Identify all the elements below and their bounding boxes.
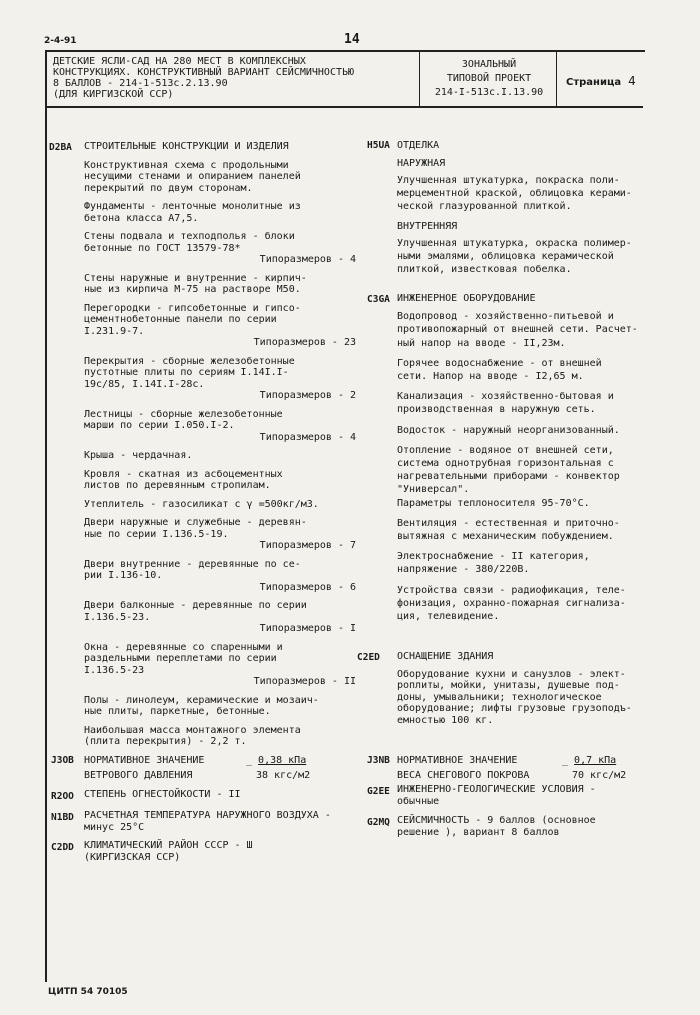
subheading-inner: ВНУТРЕННЯЯ xyxy=(397,221,458,232)
engineering-item: Водосток - наружный неорганизованный. xyxy=(397,424,620,436)
section-code: D2BA xyxy=(49,142,72,153)
engineering-item: Канализация - хозяйственно-бытовая и производственная в наружную сеть. xyxy=(397,391,614,416)
page-number: 14 xyxy=(344,32,360,47)
engineering-item: Отопление - водяное от внешней сети, система однотрубная горизонтальная с нагревательными приборами - конвектор "Универсал". Параметры теплоносителя 95-70°С. xyxy=(397,444,620,509)
engineering-item: Устройства связи - радиофикация, теле- фонизация, охранно-пожарная сигнализа- ция, телевидение. xyxy=(397,584,626,623)
type-count: Типоразмеров - 4 xyxy=(259,431,356,443)
row-code: J3OB xyxy=(51,755,74,766)
section-heading: ОСНАЩЕНИЕ ЗДАНИЯ xyxy=(397,651,494,662)
spec-item: Фундаменты - ленточные монолитные из бетона класса А7,5. xyxy=(84,201,301,224)
engineering-item: Вентиляция - естественная и приточно- вытяжная с механическим побуждением. xyxy=(397,517,620,543)
type-count: Типоразмеров - 6 xyxy=(259,581,356,593)
geology: ИНЖЕНЕРНО-ГЕОЛОГИЧЕСКИЕ УСЛОВИЯ - обычные xyxy=(397,784,596,807)
section-code: H5UA xyxy=(367,140,390,151)
spec-item: Двери балконные - деревянные по серии I.136.5-23. Типоразмеров - I xyxy=(84,600,364,635)
section-heading: ИНЖЕНЕРНОЕ ОБОРУДОВАНИЕ xyxy=(397,293,536,304)
spec-item: Утеплитель - газосиликат с γ =500кг/м3. xyxy=(84,498,319,510)
spec-item: Наибольшая масса монтажного элемента (плита перекрытия) - 2,2 т. xyxy=(84,724,301,747)
type-count: Типоразмеров - 2 xyxy=(259,390,356,401)
spec-item: Перекрытия - сборные железобетонные пустотные плиты по сериям I.14I.I- 19с/85, I.14I.I-28с. Типоразмеров - 2 xyxy=(84,356,364,402)
type-count: Типоразмеров - I xyxy=(259,623,356,634)
outdoor-temperature: РАСЧЕТНАЯ ТЕМПЕРАТУРА НАРУЖНОГО ВОЗДУХА - минус 25°С xyxy=(84,810,331,833)
finish-outer-text: Улучшенная штукатурка, покраска поли- мерцементной краской, облицовка керами- ческой глазурованной плиткой. xyxy=(397,175,632,212)
row-code: C2DD xyxy=(51,842,74,853)
engineering-item: Электроснабжение - II категория, напряжение - 380/220В. xyxy=(397,551,590,576)
footer-code: ЦИТП 54 70105 xyxy=(48,987,128,997)
spec-item: Двери внутренние - деревянные по се- рии I.136-10. Типоразмеров - 6 xyxy=(84,559,364,594)
type-count: Типоразмеров - 7 xyxy=(259,540,356,551)
finish-section xyxy=(397,139,647,283)
spec-item: Крыша - чердачная. xyxy=(84,450,193,461)
engineering-item: Водопровод - хозяйственно-питьевой и противопожарный от внешней сети. Расчет- ный напор на вводе - II,23м. xyxy=(397,311,638,349)
row-code: N1BD xyxy=(51,812,74,823)
type-count: Типоразмеров - 4 xyxy=(259,254,356,265)
finish-inner-text: Улучшенная штукатурка, окраска полимер- ными эмалями, облицовка керамической плиткой, известковая побелка. xyxy=(397,238,632,275)
section-heading: ОТДЕЛКА xyxy=(397,140,440,151)
stamp-project: ЗОНАЛЬНЫЙ ТИПОВОЙ ПРОЕКТ 214-I-513с.I.13.90 xyxy=(434,59,544,98)
type-count: Типоразмеров - 23 xyxy=(253,337,356,348)
spec-item: Стены наружные и внутренние - кирпич- ные из кирпича М-75 на растворе М50. xyxy=(84,272,307,295)
engineering-section xyxy=(397,292,647,630)
wind-pressure: НОРМАТИВНОЕ ЗНАЧЕНИЕ _ 0,38 кПа ВЕТРОВОГО ДАВЛЕНИЯ 38 кгс/м2 xyxy=(84,755,311,781)
title-stamp xyxy=(45,50,643,108)
section-code: C3GA xyxy=(367,294,390,305)
type-count: Типоразмеров - II xyxy=(253,676,356,687)
stamp-title: ДЕТСКИЕ ЯСЛИ-САД НА 280 МЕСТ В КОМПЛЕКСНЫХ КОНСТРУКЦИЯХ. КОНСТРУКТИВНЫЙ ВАРИАНТ СЕЙСМИЧНОСТЬЮ 8 БАЛЛОВ - 214-1-513с.2.13.90 (ДЛЯ КИРГИЗСКОЙ ССР) xyxy=(53,56,355,100)
spec-item: Окна - деревянные со спаренными и раздельными переплетами по серии I.136.5-23 Типоразмеров - II xyxy=(84,642,364,688)
subheading-outer: НАРУЖНАЯ xyxy=(397,158,446,169)
spec-item: Перегородки - гипсобетонные и гипсо- цементнобетонные панели по серии I.231.9-7. Типоразмеров - 23 xyxy=(84,303,364,349)
section-heading: СТРОИТЕЛЬНЫЕ КОНСТРУКЦИИ И ИЗДЕЛИЯ xyxy=(84,141,289,152)
spec-item: Лестницы - сборные железобетонные марши по серии I.050.I-2. Типоразмеров - 4 xyxy=(84,409,364,444)
climate-region: КЛИМАТИЧЕСКИЙ РАЙОН СССР - Ш (КИРГИЗСКАЯ ССР) xyxy=(84,840,253,863)
spec-item: Конструктивная схема с продольными несущими стенами и опиранием панелей перекрытий по двум сторонам. xyxy=(84,159,301,194)
doc-code: 2-4-91 xyxy=(44,36,77,46)
structures-section xyxy=(84,141,364,755)
row-code: G2EE xyxy=(367,786,390,797)
row-code: G2MQ xyxy=(367,817,390,828)
spec-item: Полы - линолеум, керамические и мозаич- ные плиты, паркетные, бетонные. xyxy=(84,694,319,717)
row-code: R2OO xyxy=(51,791,74,802)
equipment-text: Оборудование кухни и санузлов - элект- роплиты, мойки, унитазы, душевые под- доны, умывальники; технологическое оборудование; лифты грузовые грузоподъ- емностью 100 кг. xyxy=(397,668,632,726)
equipment-section xyxy=(397,651,647,726)
snow-load: НОРМАТИВНОЕ ЗНАЧЕНИЕ _ 0,7 кПа ВЕСА СНЕГОВОГО ПОКРОВА 70 кгс/м2 xyxy=(397,755,627,781)
engineering-item: Горячее водоснабжение - от внешней сети. Напор на вводе - I2,65 м. xyxy=(397,357,602,383)
fire-resistance: СТЕПЕНЬ ОГНЕСТОЙКОСТИ - II xyxy=(84,789,241,800)
spec-item: Стены подвала и техподполья - блоки бетонные по ГОСТ 13579-78* Типоразмеров - 4 xyxy=(84,231,364,266)
section-code: C2ED xyxy=(357,652,380,663)
spec-item: Кровля - скатная из асбоцементных листов по деревянным стропилам. xyxy=(84,468,283,491)
seismicity: СЕЙСМИЧНОСТЬ - 9 баллов (основное решение ), вариант 8 баллов xyxy=(397,815,596,838)
row-code: J3NB xyxy=(367,755,390,766)
stamp-page: Страница 4 xyxy=(566,74,636,88)
spec-item: Двери наружные и служебные - деревян- ные по серии I.136.5-19. Типоразмеров - 7 xyxy=(84,517,364,552)
